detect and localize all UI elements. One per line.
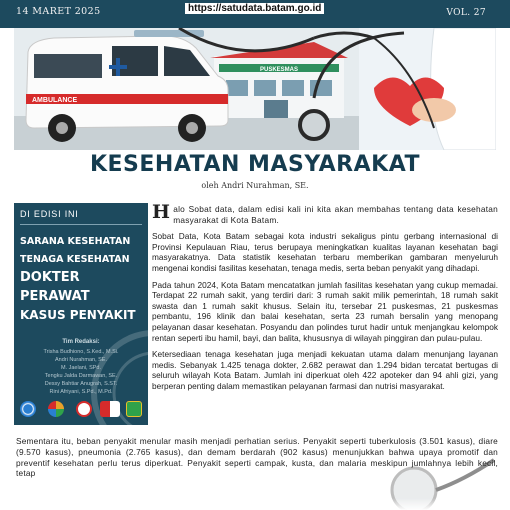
team-member: Dessy Bahtiar Anugrah, S.ST. [44,381,118,387]
team-member: Rini Afriyani, S.Pd., M.Pd. [49,389,113,395]
team-heading: Tim Redaksi: [62,339,100,345]
article-paragraph: Halo Sobat data, dalam edisi kali ini kita akan membahas tentang data kesehatan masyarakat di Kota Batam. [152,201,498,225]
page-title: KESEHATAN MASYARAKAT [89,152,421,177]
top-bar [0,0,510,28]
building-sign: PUSKESMAS [259,67,299,73]
team-member: Trisha Budhiono, S.Ked., M.Si. [43,349,119,355]
drop-cap: H [152,201,171,223]
article-body [152,201,498,398]
article-paragraph: Sobat Data, Kota Batam sebagai kota industri sekaligus pintu gerbang internasional di Provinsi Kepulauan Riau, terus berupaya meningkatkan kualitas layanan kesehatan bagi masyarakatnya. Data statistik kesehatan terbaru memberikan gambaran menyeluruh mengenai kondisi fasilitas kesehatan, tenaga medis, serta beban penyakit yang dihadapi. [152,231,498,273]
team-member: Tengku Jalda Darmawan, SE. [44,373,118,379]
hero-image [14,28,496,150]
sidebar-item-perawat[interactable]: PERAWAT [20,289,90,304]
issue-date: 14 MARET 2025 [16,6,101,17]
article-paragraph: Pada tahun 2024, Kota Batam mencatatkan jumlah fasilitas kesehatan yang cukup memadai. Terdapat 22 rumah sakit, yang terdiri dari: 3 rumah sakit milik pemerintah, 18 rumah sakit swasta dan 1 rumah sakit khusus. Selain itu, tersebar 21 puskesmas, 21 puskesmas pembantu, 196 klinik dan balai kesehatan, serta 23 rumah bersalin yang menopang pelayanan dasar kesehatan. Posyandu dan polindes turut hadir untuk menjangkau kelompok rentan seperti ibu hamil, bayi, dan balita, khususnya di wilayah pinggiran dan pulau-pulau. [152,279,498,343]
sidebar-item-sarana-kesehatan[interactable]: SARANA KESEHATAN [20,236,131,247]
article-paragraph: Ketersediaan tenaga kesehatan juga menjadi kekuatan utama dalam menunjang layanan medis. Sebanyak 1.425 tenaga dokter, 2.682 perawat dan 1.294 bidan tercatat bertugas di seluruh wilayah Kota Batam. Jumlah ini diperkuat oleh 422 apoteker dan 94 ahli gizi, yang berperan penting dalam memastikan pelayanan farmasi dan nutrisi masyarakat. [152,349,498,391]
team-member: Andri Nurahman, SE. [55,357,107,363]
partner-logos [14,399,148,421]
title-block [14,150,496,196]
satudata-logo-icon [48,401,64,417]
flag-logo-icon [100,401,120,417]
page-fade [0,498,510,510]
kominfo-logo-icon [20,401,36,417]
sidebar-item-tenaga-kesehatan[interactable]: TENAGA KESEHATAN [20,254,130,265]
sidebar-item-dokter[interactable]: DOKTER [20,270,80,285]
volume-number: VOL. 27 [446,8,486,18]
batam-crest-icon [126,401,142,417]
sidebar-heading: DI EDISI INI [20,209,79,219]
doctor-illustration [359,28,496,150]
team-member: M. Jaelani, SPd. [60,365,102,371]
ambulance-label: AMBULANCE [32,97,78,104]
sidebar [14,203,148,425]
author-byline: oleh Andri Nurahman, SE. [201,181,309,190]
article-continuation: Sementara itu, beban penyakit menular masih menjadi perhatian serius. Penyakit seperti tuberkulosis (3.501 kasus), diare (9.570 kasus), pneumonia (2.765 kasus), dan demam berdarah (902 kasus) menunjukkan bahwa upaya promotif dan preventif kesehatan perlu terus diperkuat. Penyakit seperti campak, kusta, dan malaria meskipun jumlahnya lebih kecil, tetap [16,436,498,479]
seal-logo-icon [76,401,92,417]
site-url[interactable]: https://satudata.batam.go.id [185,3,324,14]
sidebar-divider [20,224,142,225]
sidebar-item-kasus-penyakit[interactable]: KASUS PENYAKIT [20,308,136,322]
